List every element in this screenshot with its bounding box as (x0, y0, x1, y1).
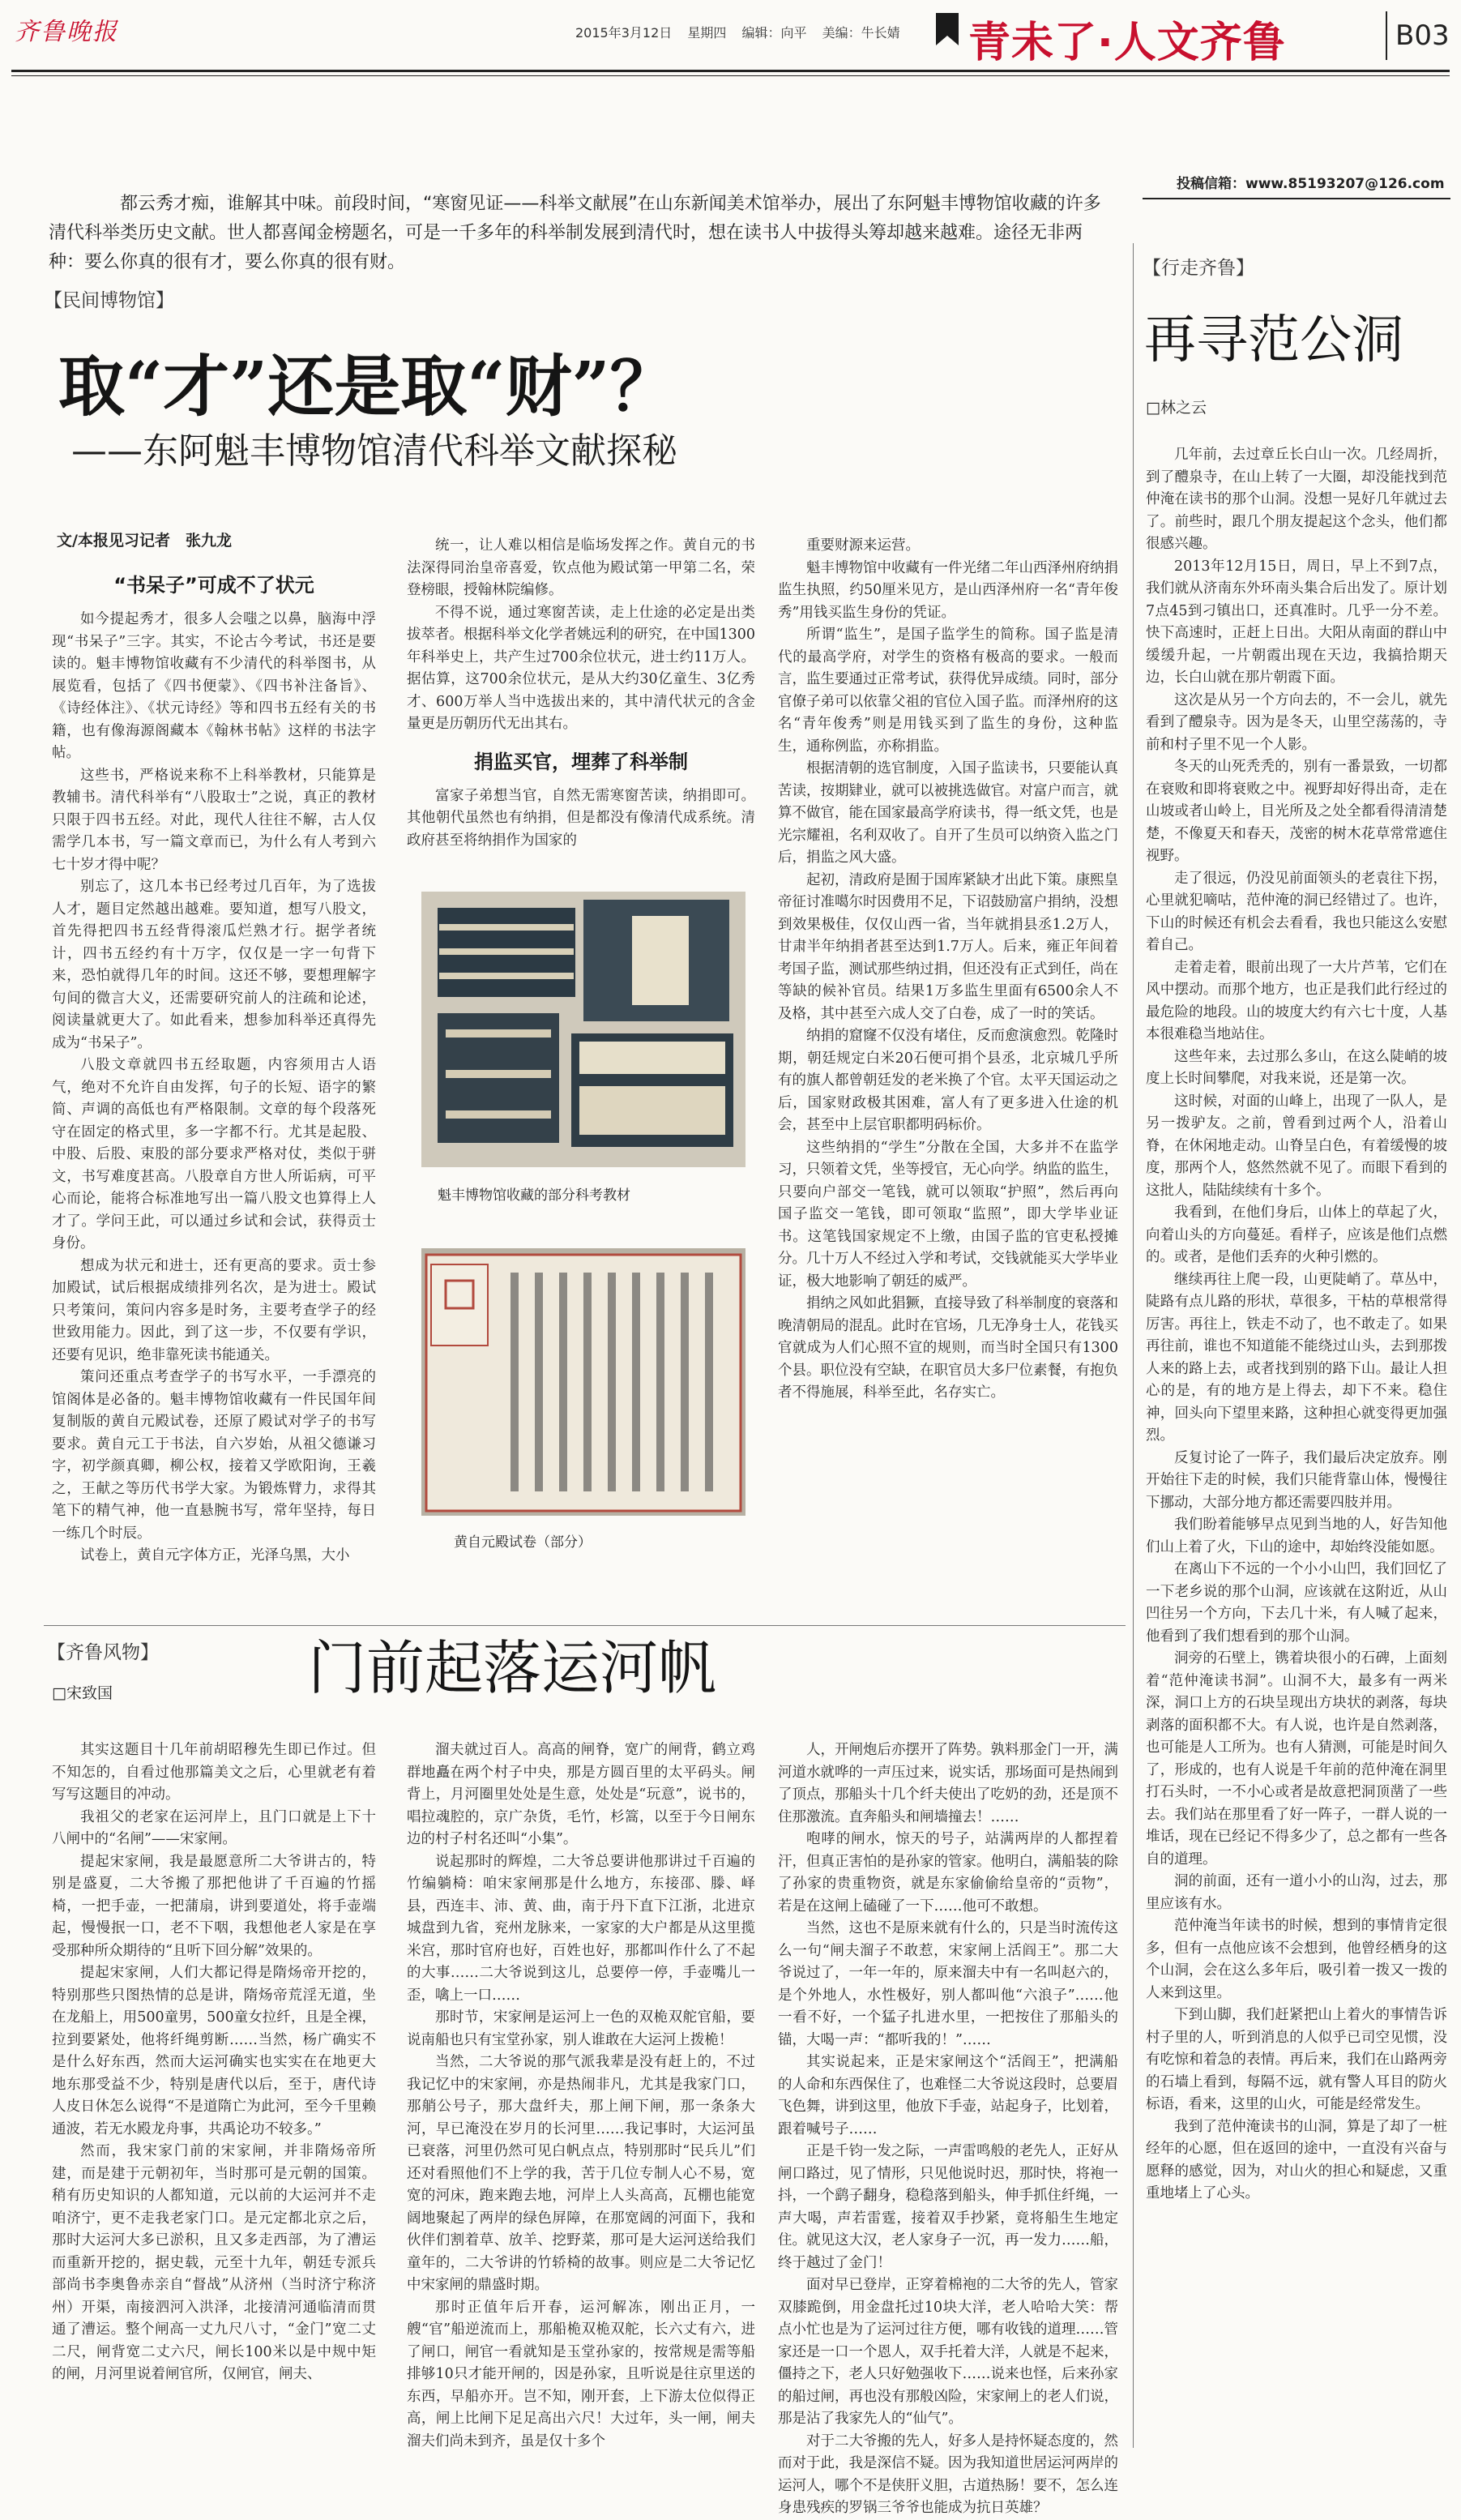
exam-paper-photo (421, 1248, 745, 1516)
paragraph: 这次是从另一个方向去的，不一会儿，就先看到了醴泉寺。因为是冬天，山里空荡荡的，寺前和村子里不见一个人影。 (1146, 691, 1447, 753)
paragraph: 捐纳之风如此猖獗，直接导致了科举制度的衰落和晚清朝局的混乱。此时在官场，几无净身士人，花钱买官就成为人们心照不宣的规则，而当时全国只有1300个县。职位没有空缺，在职官员大多尸位素餐，有抱负者不得施展，科举至此，名存实亡。 (778, 1295, 1118, 1401)
header-rule-thin (11, 75, 1450, 76)
paragraph: 试卷上，黄自元字体方正，光泽乌黑，大小 (80, 1547, 350, 1564)
contribute-email: 投稿信箱：www.85193207@126.com (1177, 176, 1445, 192)
header-divider-v (1386, 11, 1387, 60)
textbook-photo (421, 892, 745, 1167)
article2-column-tag: 【行走齐鲁】 (1143, 258, 1254, 279)
paragraph: 八股文章就四书五经取题，内容须用古人语气，绝对不允许自由发挥，句子的长短、语字的繁简、声调的高低也有严格限制。文章的每个段落死守在固定的格式里，多一字都不行。尤其是起股、中股、后股、束股的部分要求严格对仗，类似于骈文，书写难度甚高。八股章自方世人所诟病，可平心而论，能将合标准地写出一篇八股文也算得上人才了。学问王此，可以通过乡试和会试，获得贡士身份。 (52, 1057, 376, 1251)
exam-paper-photo-caption: 黄自元殿试卷（部分） (454, 1534, 592, 1551)
paragraph: 溜夫就过百人。高高的闸脊，宽广的闸背，鹤立鸡群地矗在两个村子中央，那是方圆百里的太平码头。闸背上，月河圈里处处是生意，处处是“玩意”，说书的，唱拉魂腔的，京广杂货，毛竹，杉篙，以至于今日闸东边的村子村名还叫“小集”。 (407, 1742, 755, 1847)
paragraph: 我看到，在他们身后，山体上的草起了火，向着山头的方向蔓延。看样子，应该是他们点燃的。或者，是他们丢弃的火种引燃的。 (1146, 1204, 1447, 1265)
article3-col1 (52, 1739, 376, 2461)
paragraph: 正是千钧一发之际，一声雷鸣般的老先人，正好从闸口路过，见了情形，只见他说时迟，那时快，将袍一抖，一个鹞子翻身，稳稳落到船头，伸手抓住纤绳，一声大喝，声若雷霆，接着双手抄紧，竟将船生生地定住。就见这大汉，老人家身子一沉，再一发力……船，终于越过了金门！ (778, 2143, 1118, 2271)
paragraph: 咆哮的闸水，惊天的号子，站满两岸的人都捏着汗，但真正害怕的是孙家的管家。他明白，满船装的除了孙家的贵重物资，就是东家偷偷给皇帝的“贡物”，若是在这闸上磕碰了一下……他可不敢想。 (778, 1831, 1118, 1915)
article2-byline: □林之云 (1146, 399, 1207, 417)
paragraph: 这些纳捐的“学生”分散在全国，大多并不在监学习，只领着文凭，坐等授官，无心向学。纳监的监生，只要向户部交一笔钱，就可以领取“护照”，然后再向国子监交一笔钱，即可领取“监照”，即大学毕业证书。这笔钱国家规定不上缴，由国子监的官吏私授摊分。几十万人不经过入学和考试，交钱就能买大学毕业证，极大地影响了朝廷的威严。 (778, 1139, 1118, 1290)
paragraph: 别忘了，这几本书已经考过几百年，为了选拔人才，题目定然越出越难。要知道，想写八股文，首先得把四书五经背得滚瓜烂熟才行。据学者统计，四书五经约有十万字，仅仅是一字一句背下来，恐怕就得几年的时间。这还不够，要想理解字句间的微言大义，还需要研究前人的注疏和论述，阅读量就更大了。如此看来，想参加科举还真得先成为“书呆子”。 (52, 879, 376, 1051)
textbook-photo-caption: 魁丰博物馆收藏的部分科考教材 (438, 1187, 630, 1204)
paragraph: 这时候，对面的山峰上，出现了一队人，是另一拨驴友。之前，曾看到过两个人，沿着山脊，在休闲地走动。山脊呈白色，有着缓慢的坡度，那两个人，悠然然就不见了。而眼下看到的这批人，陆陆续续有十多个。 (1146, 1093, 1447, 1199)
paragraph: 人，开闸炮后亦摆开了阵势。孰料那金门一开，满河道水就哗的一声压过来，说实话，那场面可是热闹到了顶点，那船头十几个纤夫使出了吃奶的劲，还是顶不住那激流。直奔船头和闸墙撞去！…… (778, 1742, 1118, 1825)
article1-byline: 文/本报见习记者 张九龙 (57, 532, 232, 550)
intro-text: 都云秀才痴，谁解其中味。前段时间，“寒窗见证——科举文献展”在山东新闻美术馆举办，展出了东阿魁丰博物馆收藏的许多清代科举类历史文献。世人都喜闻金榜题名，可是一千多年的科举制发展到清代时，想在读书人中拔得头筹却越来越难。途径无非两种：要么你真的很有才，要么你真的很有财。 (49, 194, 1101, 272)
paragraph: 面对早已登岸，正穿着棉袍的二大爷的先人，管家双膝跪倒，用金盘托过10块大洋，老人哈哈大笑：帮点小忙也是为了运河过往方便，哪有收钱的道理……管家还是一口一个恩人，双手托着大洋，人就是不起来，僵持之下，老人只好勉强收下……说来也怪，后来孙家的船过闸，再也没有那般凶险，宋家闸上的老人们说，那是沾了我家先人的“仙气”。 (778, 2277, 1118, 2427)
paragraph: 在离山下不远的一个小小山凹，我们回忆了一下老乡说的那个山洞，应该就在这附近，从山凹往另一个方向，下去几十米，有人喊了起来，他看到了我们想看到的那个山洞。 (1146, 1561, 1447, 1645)
right-top-rule (1143, 198, 1450, 199)
paragraph: 我祖父的老家在运河岸上，且门口就是上下十八闸中的“名闸”——宋家闸。 (52, 1808, 376, 1847)
paragraph: 2013年12月15日，周日，早上不到7点，我们就从济南东外环南头集合后出发了。原计划7点45到刁镇出口，还真准时。几乎一分不差。快下高速时，正赶上日出。大阳从南面的群山中缓缓升起，一片朝霞出现在天边，我搞拾期天边，长白山就在那片朝霞下面。 (1146, 558, 1447, 686)
paragraph: 洞的前面，还有一道小小的山沟，过去，那里应该有水。 (1146, 1873, 1447, 1912)
paragraph: 范仲淹当年读书的时候，想到的事情肯定很多，但有一点他应该不会想到，他曾经栖身的这个山洞，会在这么多年后，吸引着一拨又一拨的人来到这里。 (1146, 1918, 1447, 2001)
paragraph: 这些年来，去过那么多山，在这么陡峭的坡度上长时间攀爬，对我来说，还是第一次。 (1146, 1048, 1447, 1087)
paragraph: 说起那时的辉煌，二大爷总要讲他那讲过千百遍的竹编躺椅：咱宋家闸那是什么地方，东接邵、滕、峄县，西连丰、沛、黄、曲，南于丹下直下江浙，北进京城盘到九省，兖州龙脉来，一家家的大户都是从这里揽米宫，那时官府也好，百姓也好，那都叫作什么了不起的大事……二大爷说到这儿，总要停一停，手壶嘴儿一歪，噙上一口…… (407, 1853, 755, 2004)
paragraph: 起初，清政府是囿于国库紧缺才出此下策。康熙皇帝征讨准噶尔时因费用不足，下诏鼓励富户捐纳，没想到效果极佳，仅仅山西一省，当年就捐县丞1.2万人，甘肃半年纳捐者甚至达到1.7万人。后来，雍正年间着考国子监，测试那些纳过捐，但还没有正式到任，尚在等缺的候补官员。结果1万多监生里面有6500余人不及格，其中甚至六成人交了白卷，成了一时的笑话。 (778, 871, 1118, 1022)
paragraph: 走了很远，仍没见前面领头的老袁往下拐，心里就犯嘀咕，范仲淹的洞已经错过了。也许，下山的时候还有机会去看看，我也只能这么安慰着自己。 (1146, 870, 1447, 953)
section-flag-icon (936, 13, 959, 45)
header-date-text: 2015年3月12日 (575, 25, 673, 41)
paragraph: 然而，我宋家门前的宋家闸，并非隋炀帝所建，而是建于元朝初年，当时那可是元朝的国策。稍有历史知识的人都知道，元以前的大运河并不走咱济宁，更不走我老家门口。是元定都北京之后，那时大运河大多已淤积，且又多走西部，为了漕运而重新开挖的，据史载，元至十九年，朝廷专派兵部尚书李奥鲁赤亲自“督战”从济州（当时济宁称济州）开渠，南接泗河入洪泽，北接清河通临清而贯通了漕运。整个闸高一丈九尺八寸，“金门”宽二丈二尺，闸背宽二丈六尺，闸长100米以是中规中矩的闸，月河里说着闸官所，仅闸官，闸夫、 (52, 2143, 376, 2382)
masthead-logo: 齐鲁晚报 (15, 18, 118, 46)
paragraph: 根据清朝的选官制度，入国子监读书，只要能认真苦读，按期肄业，就可以被挑选做官。对富户而言，就算不做官，能在国家最高学府读书，得一纸文凭，也是光宗耀祖，名利双收了。自开了生员可以纳资入监之门后，捐监之风大盛。 (778, 760, 1118, 866)
paragraph: 当然，这也不是原来就有什么的，只是当时流传这么一句“闸夫溜子不敢惹，宋家闸上活阎王”。那二大爷说过了，一年一年的，原来溜夫中有一名叫赵六的，是个外地人，水性极好，别人都叫他“六浪子”……他一看不好，一个猛子扎进水里，一把按住了那船头的锚，大喝一声：“都听我的！”…… (778, 1920, 1118, 2048)
paragraph: 继续再往上爬一段，山更陡峭了。草丛中，陡路有点儿路的形状，草很多，干枯的草根常得厉害。再往上，铁走不动了，也不敢走了。如果再往前，谁也不知道能不能绕过山头，去到那拨人来的路上去，或者找到别的路下山。最让人担心的是，有的地方是上得去，却下不来。稳住神，回头向下望里来路，这种担心就变得更加强烈。 (1146, 1271, 1447, 1444)
article1-title: 取“才”还是取“财”？ (58, 348, 677, 426)
paragraph: 统一，让人难以相信是临场发挥之作。黄自元的书法深得同治皇帝喜爱，钦点他为殿试第一甲第二名，荣登榜眼，授翰林院编修。 (407, 537, 755, 598)
paragraph: 当然，二大爷说的那气派我辈是没有赶上的，不过我记忆中的宋家闸，亦是热闹非凡，尤其是我家门口，那艄公号子，那大盘纤夫，那上闸下闸，那一条条大河，早已淹没在岁月的长河里……我记事时，大运河虽已衰落，河里仍然可见白帆点点，特别那时“民兵儿”们还对看照他们不上学的我，苦于几位专制人心不易，宽宽的河床，跑来跑去地，河岸上人头高高，瓦棚也能宽阔地聚起了两岸的绿色屏障，在那宽阔的河面下，我和伙伴们割着草、放羊、挖野菜，那可是大运河送给我们童年的，二大爷讲的竹轿椅的故事。则应是二大爷记忆中宋家闸的鼎盛时期。 (407, 2054, 755, 2293)
header-weekday: 星期四 (687, 25, 727, 41)
paragraph: 魁丰博物馆中收藏有一件光绪二年山西泽州府纳捐监生执照，约50厘米见方，是山西泽州府一名“青年俊秀”用钱买监生身份的凭证。 (778, 559, 1118, 621)
paragraph: 冬天的山死秃秃的，别有一番景致，一切都在衰败和即将衰败之中。视野却好得出奇，走在山坡或者山岭上，目光所及之处全都看得清清楚楚，不像夏天和春天，茂密的树木花草常常遮住视野。 (1146, 759, 1447, 864)
paragraph: 策问还重点考查学子的书写水平，一手漂亮的馆阁体是必备的。魁丰博物馆收藏有一件民国年间复制版的黄自元殿试卷，还原了殿试对学子的书写要求。黄自元工于书法，自六岁始，从祖父德谦习字，初学颜真卿，柳公权，接着又学欧阳询，王羲之，王献之等历代书学大家。为锻炼臂力，求得其笔下的精气神，他一直悬腕书写，常年坚持，每日一练几个时辰。 (52, 1369, 376, 1542)
paragraph: 想成为状元和进士，还有更高的要求。贡士参加殿试，试后根据成绩排列名次，是为进士。殿试只考策问，策问内容多是时务，主要考查学子的经世致用能力。因此，到了这一步，不仅要有学识，还要有见识，绝非靠死读书能通关。 (52, 1257, 376, 1363)
article1-subhead-2: 捐监买官，埋葬了科举制 (474, 750, 688, 773)
article1-col2 (407, 535, 755, 875)
paragraph: 反复讨论了一阵子，我们最后决定放弃。刚开始往下走的时候，我们只能背靠山体，慢慢往下挪动，大部分地方都还需要四肢并用。 (1146, 1449, 1447, 1511)
article3-byline: □宋致国 (52, 1684, 113, 1702)
paragraph: 所谓“监生”，是国子监学生的简称。国子监是清代的最高学府，对学生的资格有极高的要求。一般而言，监生要通过正常考试，获得优异成绩。同时，部分官僚子弟可以依靠父祖的官位入国子监。而泽州府的这名“青年俊秀”则是用钱买到了监生的身份，这种监生，通称例监，亦称捐监。 (778, 627, 1118, 755)
article2-title: 再寻范公洞 (1144, 310, 1403, 370)
paragraph: 下到山脚，我们赶紧把山上着火的事情告诉村子里的人，听到消息的人似乎已司空见惯，没有吃惊和着急的表情。再后来，我们在山路两旁的石墙上看到，每隔不远，就有警人耳目的防火标语，看来，这里的山火，可能是经常发生。 (1146, 2007, 1447, 2112)
header-editor: 编辑：向平 (741, 25, 807, 41)
paragraph: 我们盼着能够早点见到当地的人，好告知他们山上着了火，下山的途中，却始终没能如愿。 (1146, 1517, 1447, 1555)
paragraph: 那时节，宋家闸是运河上一色的双桅双舵官船，要说南船也只有宝堂孙家，别人谁敢在大运河上拨桅！ (407, 2009, 755, 2048)
paragraph: 提起宋家闸，我是最愿意所二大爷讲古的，特别是盛夏，二大爷搬了那把他讲了千百遍的竹摇椅，一把手壶，一把蒲扇，讲到要道处，将手壶端起，慢慢抿一口，老不下咽，我想他老人家是在享受那种所众期待的“且听下回分解”效果的。 (52, 1853, 376, 1959)
page-number: B03 (1395, 19, 1450, 52)
header-rule (11, 70, 1450, 72)
article2-body (1146, 444, 1447, 2446)
paragraph: 其实说起来，正是宋家闸这个“活阎王”，把满船的人命和东西保住了，也难怪二大爷说这段时，总要眉飞色舞，讲到这里，他放下手壶，站起身子，比划着，跟着喊号子…… (778, 2054, 1118, 2137)
paragraph: 提起宋家闸，人们大都记得是隋炀帝开挖的，特别那些只图热情的总是讲，隋炀帝荒淫无道，坐在龙船上，用500童男，500童女拉纤，且是全裸，拉到要紧处，他将纤绳剪断……当然，杨广确实不是什么好东西，然而大运河确实也实实在在地更大地东那受益不少，特别是唐代以后，至于，唐代诗人皮日休怎么说得“不是道隋亡为此河，至今千里赖通波，若无水殿龙舟事，共禹论功不较多。” (52, 1965, 376, 2137)
paragraph: 如今提起秀才，很多人会嗤之以鼻，脑海中浮现“书呆子”三字。其实，不论古今考试，书还是要读的。魁丰博物馆收藏有不少清代的科举图书，从展览看，包括了《四书便蒙》、《四书补注备旨》、《诗经体注》、《状元诗经》等和四书五经有关的书籍，也有像海源阁藏本《翰林书帖》这样的书法字帖。 (52, 611, 376, 761)
exam-paper-photo-art (421, 1248, 745, 1516)
right-column-divider (1133, 243, 1134, 2448)
paragraph: 纳捐的窟窿不仅没有堵住，反而愈演愈烈。乾隆时期，朝廷规定白米20石便可捐个县丞，北京城几乎所有的旗人都曾朝廷发的老米换了个官。太平天国运动之后，国家财政极其困难，富人有了更多进入仕途的机会，甚至中上层官职都明码标价。 (778, 1028, 1118, 1133)
article1-subhead-1: “书呆子”可成不了状元 (113, 574, 314, 597)
article1-column-tag: 【民间博物馆】 (44, 290, 174, 311)
paragraph: 这些书，严格说来称不上科举教材，只能算是教辅书。清代科举有“八股取士”之说，真正的教材只限于四书五经。对此，现代人往往不解，古人仅需学几本书，写一篇文章而已，为什么有人考到六七十岁才得中呢？ (52, 767, 376, 873)
article3-column-tag: 【齐鲁风物】 (47, 1642, 159, 1663)
paragraph: 富家子弟想当官，自然无需寒窗苦读，纳捐即可。其他朝代虽然也有纳捐，但是都没有像清代成系统。清政府甚至将纳捐作为国家的 (407, 787, 755, 849)
article1-subtitle: ——东阿魁丰博物馆清代科举文献探秘 (71, 430, 677, 472)
paragraph: 重要财源来运营。 (806, 537, 920, 554)
article3-col3 (778, 1739, 1118, 2516)
paragraph: 我到了范仲淹读书的山洞，算是了却了一桩经年的心愿，但在返回的途中，一直没有兴奋与愿释的感觉，因为，对山火的担心和疑虑，又重重地堵上了心头。 (1146, 2118, 1447, 2201)
article3-col2 (407, 1739, 755, 2461)
paragraph: 其实这题目十几年前胡昭穆先生即已作过。但不知怎的，自看过他那篇美文之后，心里就老有着写写这题目的冲动。 (52, 1742, 376, 1803)
article3-title: 门前起落运河帆 (308, 1634, 717, 1702)
textbook-photo-art (421, 892, 745, 1167)
paragraph: 不得不说，通过寒窗苦读，走上仕途的必定是出类拔萃者。根据科举文化学者姚远利的研究，在中国1300年科举史上，共产生过700余位状元，进士约11万人。据估算，这700余位状元，是从大约30亿童生、3亿秀才、600万举人当中选拔出来的，其中清代状元的含金量更是历朝历代无出其右。 (407, 604, 755, 732)
paragraph: 对于二大爷搬的先人，好多人是持怀疑态度的，然而对于此，我是深信不疑。因为我知道世居运河两岸的运河人，哪个不是侠肝义胆，古道热肠！要不，怎么连身患残疾的罗锅三爷爷也能成为抗日英雄？ (778, 2432, 1118, 2516)
section-title: 青未了·人文齐鲁 (968, 19, 1286, 67)
paragraph: 几年前，去过章丘长白山一次。几经周折，到了醴泉寺，在山上转了一大圈，却没能找到范仲淹在读书的那个山洞。没想一晃好几年就过去了。前些时，跟几个朋友提起这个念头，他们都很感兴趣。 (1146, 447, 1447, 552)
paragraph: 那时正值年后开春，运河解冻，刚出正月，一艘“官”船逆流而上，那船桅双桅双舵，长六丈有六，进了闸口，闸官一看就知是玉堂孙家的，按常规是需等船排够10只才能开闸的，因是孙家，且听说是往京里送的东西，早船亦开。岂不知，刚开套，上下游太位似得正高，闸上比闸下足足高出六尺！大过年，头一闸，闸夫溜夫们尚未到齐，虽是仅十多个 (407, 2299, 755, 2449)
paragraph: 走着走着，眼前出现了一大片芦苇，它们在风中摆动。而那个地方，也正是我们此行经过的最危险的地段。山的坡度大约有六七十度，人基本很难稳当地站住。 (1146, 959, 1447, 1042)
paragraph: 洞旁的石壁上，镌着块很小的石碑，上面刻着“范仲淹读书洞”。山洞不大，最多有一两米深，洞口上方的石块呈现出方块状的剥落，每块剥落的面积都不大。有人说，也许是自然剥落，也可能是人工所为。也有人猜测，可能是时间久了，形成的，也有人说是千年前的范仲淹在洞里打石头时，一不小心或者是故意把洞顶凿了一些去。我们站在那里看了好一阵子，一群人说的一堆话，现在已经记不得多少了，总之都有一些各自的道理。 (1146, 1650, 1447, 1868)
header-date (575, 23, 900, 41)
header-designer: 美编：牛长婧 (822, 25, 900, 41)
